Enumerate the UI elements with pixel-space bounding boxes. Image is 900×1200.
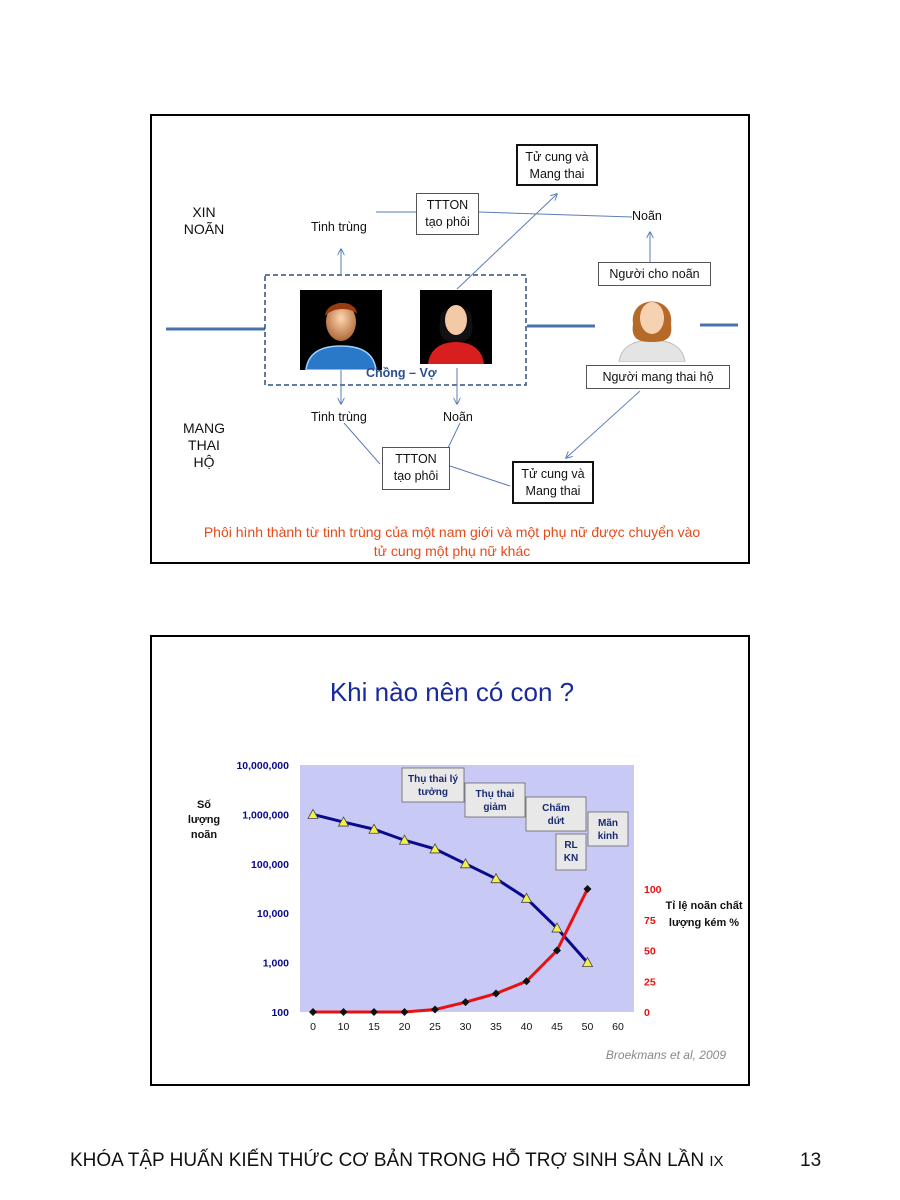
man-silhouette-icon bbox=[300, 290, 382, 370]
y-left-tick-label: 1,000,000 bbox=[242, 809, 289, 822]
y-left-axis-label: lượng bbox=[187, 814, 221, 826]
husband-avatar bbox=[300, 290, 382, 370]
wife-avatar bbox=[420, 290, 492, 364]
y-right-tick-label: 50 bbox=[644, 945, 656, 958]
egg-label-top: Noãn bbox=[632, 209, 662, 223]
x-tick-label: 60 bbox=[612, 1021, 624, 1033]
stage-annotation-text: Mãn bbox=[598, 818, 618, 829]
oocyte-chart bbox=[152, 637, 748, 1084]
page-number: 13 bbox=[800, 1150, 822, 1171]
x-tick-label: 10 bbox=[337, 1021, 350, 1033]
y-right-axis-label: Tỉ lệ noãn chất bbox=[665, 900, 743, 912]
x-tick-label: 35 bbox=[490, 1021, 502, 1033]
sperm-label-bottom: Tinh trùng bbox=[311, 410, 367, 424]
label-egg-donation: XIN NOÃN bbox=[183, 204, 225, 237]
label-surrogacy: MANG THAI HỘ bbox=[183, 420, 225, 470]
y-right-tick-label: 75 bbox=[644, 914, 656, 927]
ivf-embryo-box-top: TTTON tạo phôi bbox=[416, 193, 479, 235]
y-right-tick-label: 100 bbox=[644, 884, 662, 896]
y-left-tick-label: 100,000 bbox=[251, 858, 289, 871]
slide-surrogacy-diagram bbox=[150, 114, 750, 564]
citation: Broekmans et al, 2009 bbox=[605, 1048, 726, 1062]
y-right-tick-label: 25 bbox=[644, 976, 656, 989]
egg-donor-box: Người cho noãn bbox=[598, 262, 711, 286]
ivf-embryo-box-bottom: TTTON tạo phôi bbox=[382, 447, 450, 490]
stage-annotation-text: tưởng bbox=[418, 787, 448, 798]
y-right-axis-label: lượng kém % bbox=[668, 917, 740, 929]
y-left-axis-label: noãn bbox=[190, 829, 218, 841]
x-tick-label: 40 bbox=[520, 1021, 533, 1033]
x-tick-label: 0 bbox=[310, 1021, 316, 1033]
x-tick-label: 25 bbox=[429, 1021, 441, 1033]
y-left-tick-label: 10,000 bbox=[256, 908, 289, 921]
footer-suffix: IX bbox=[709, 1153, 724, 1170]
y-left-tick-label: 100 bbox=[271, 1007, 289, 1019]
stage-annotation-text: Chấm bbox=[542, 803, 570, 814]
x-tick-label: 30 bbox=[459, 1021, 472, 1033]
x-tick-label: 45 bbox=[551, 1021, 563, 1033]
y-left-tick-label: 10,000,000 bbox=[236, 760, 289, 772]
stage-annotation-text: Thụ thai bbox=[475, 789, 515, 800]
stage-annotation-text: Thụ thai lý bbox=[408, 774, 458, 785]
woman-silhouette-icon bbox=[420, 290, 492, 364]
slide-title: Khi nào nên có con ? bbox=[329, 677, 575, 707]
stage-annotation-text: giảm bbox=[483, 802, 507, 813]
x-tick-label: 50 bbox=[581, 1021, 594, 1033]
y-left-axis-label: Số bbox=[196, 799, 212, 811]
x-tick-label: 20 bbox=[398, 1021, 411, 1033]
y-left-tick-label: 1,000 bbox=[262, 957, 289, 970]
stage-annotation-text: RL bbox=[564, 840, 578, 851]
diagram-note: Phôi hình thành từ tinh trùng của một nam giới và một phụ nữ được chuyển vào tử cung một phụ nữ khác bbox=[203, 524, 701, 559]
stage-annotation-text: KN bbox=[563, 853, 579, 864]
stage-annotation-text: dứt bbox=[547, 816, 565, 827]
surrogate-avatar bbox=[615, 288, 689, 362]
egg-label-bottom: Noãn bbox=[443, 410, 473, 424]
footer-course-title: KHÓA TẬP HUẤN KIẾN THỨC CƠ BẢN TRONG HỖ TRỢ SINH SẢN LẦN IX bbox=[70, 1150, 724, 1171]
uterus-pregnancy-box-bottom: Tử cung và Mang thai bbox=[512, 461, 594, 504]
stage-annotation-text: kinh bbox=[597, 831, 619, 842]
woman-surrogate-icon bbox=[615, 288, 689, 362]
uterus-pregnancy-box-top: Tử cung và Mang thai bbox=[516, 144, 598, 186]
x-tick-label: 15 bbox=[368, 1021, 380, 1033]
sperm-label-top: Tinh trùng bbox=[311, 220, 367, 234]
surrogate-box: Người mang thai hộ bbox=[586, 365, 730, 389]
slide-when-to-have-children bbox=[150, 635, 750, 1086]
couple-label: Chồng – Vợ bbox=[366, 366, 437, 380]
y-right-tick-label: 0 bbox=[644, 1007, 650, 1019]
